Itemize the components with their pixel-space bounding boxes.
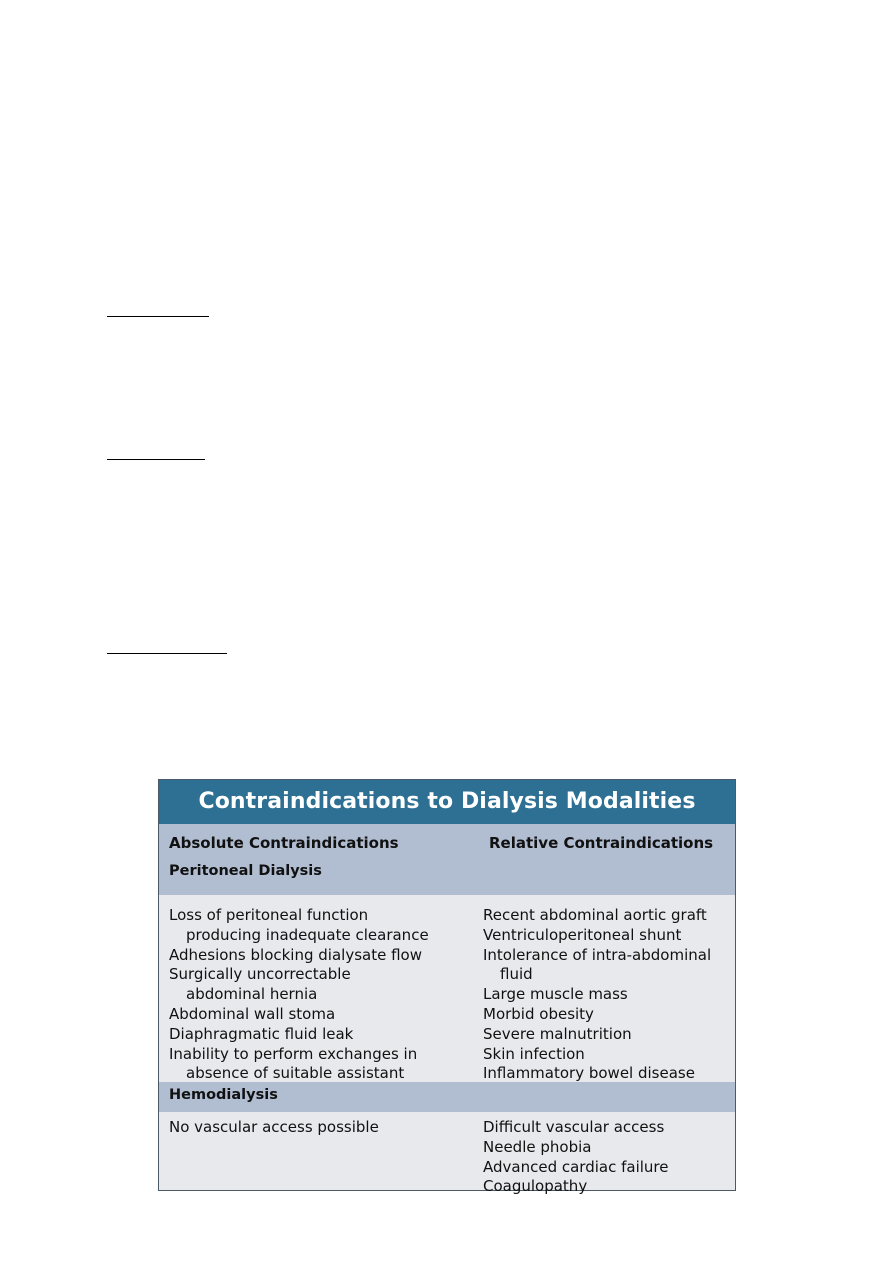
relative-column-header: Relative Contraindications bbox=[489, 834, 714, 852]
heading-underline-3 bbox=[107, 653, 227, 654]
list-item: absence of suitable assistant bbox=[186, 1064, 405, 1083]
heading-underline-2 bbox=[107, 459, 205, 460]
table-header bbox=[159, 824, 735, 895]
list-item: Loss of peritoneal function bbox=[169, 906, 369, 924]
list-item: Difficult vascular access bbox=[483, 1118, 665, 1136]
list-item: Ventriculoperitoneal shunt bbox=[483, 925, 682, 944]
section-name: Hemodialysis bbox=[169, 1087, 278, 1103]
table-title: Contraindications to Dialysis Modalities bbox=[159, 780, 735, 824]
list-item: No vascular access possible bbox=[169, 1118, 379, 1136]
list-item: Needle phobia bbox=[483, 1137, 592, 1156]
contraindications-table bbox=[158, 779, 736, 1196]
list-item: Skin infection bbox=[483, 1044, 585, 1063]
hemodialysis-relative-list bbox=[483, 1118, 668, 1197]
list-item: producing inadequate clearance bbox=[186, 925, 429, 944]
list-item: Intolerance of intra-abdominal bbox=[483, 945, 712, 964]
section-header-peritoneal: Peritoneal Dialysis bbox=[169, 863, 322, 879]
list-item: Advanced cardiac failure bbox=[483, 1157, 669, 1176]
peritoneal-rows bbox=[159, 895, 735, 1082]
list-item: Recent abdominal aortic graft bbox=[483, 906, 707, 924]
list-item: Diaphragmatic fluid leak bbox=[169, 1024, 354, 1043]
list-item: Abdominal wall stoma bbox=[169, 1004, 336, 1023]
list-item: fluid bbox=[500, 965, 533, 984]
list-item: abdominal hernia bbox=[186, 985, 318, 1004]
list-item: Surgically uncorrectable bbox=[169, 965, 351, 984]
absolute-column-header: Absolute Contraindications bbox=[169, 834, 399, 852]
heading-underline-1 bbox=[107, 316, 209, 317]
peritoneal-absolute-list bbox=[169, 906, 429, 1084]
list-item: Large muscle mass bbox=[483, 985, 628, 1004]
list-item: Inability to perform exchanges in bbox=[169, 1044, 418, 1063]
hemodialysis-rows bbox=[159, 1112, 735, 1196]
peritoneal-relative-list bbox=[483, 906, 711, 1084]
list-item: Morbid obesity bbox=[483, 1004, 594, 1023]
list-item: Coagulopathy bbox=[483, 1177, 588, 1196]
list-item: Adhesions blocking dialysate flow bbox=[169, 945, 422, 964]
list-item: Severe malnutrition bbox=[483, 1024, 632, 1043]
section-header-hemodialysis bbox=[159, 1082, 735, 1112]
hemodialysis-absolute-list bbox=[169, 1118, 379, 1138]
list-item: Inflammatory bowel disease bbox=[483, 1064, 695, 1083]
